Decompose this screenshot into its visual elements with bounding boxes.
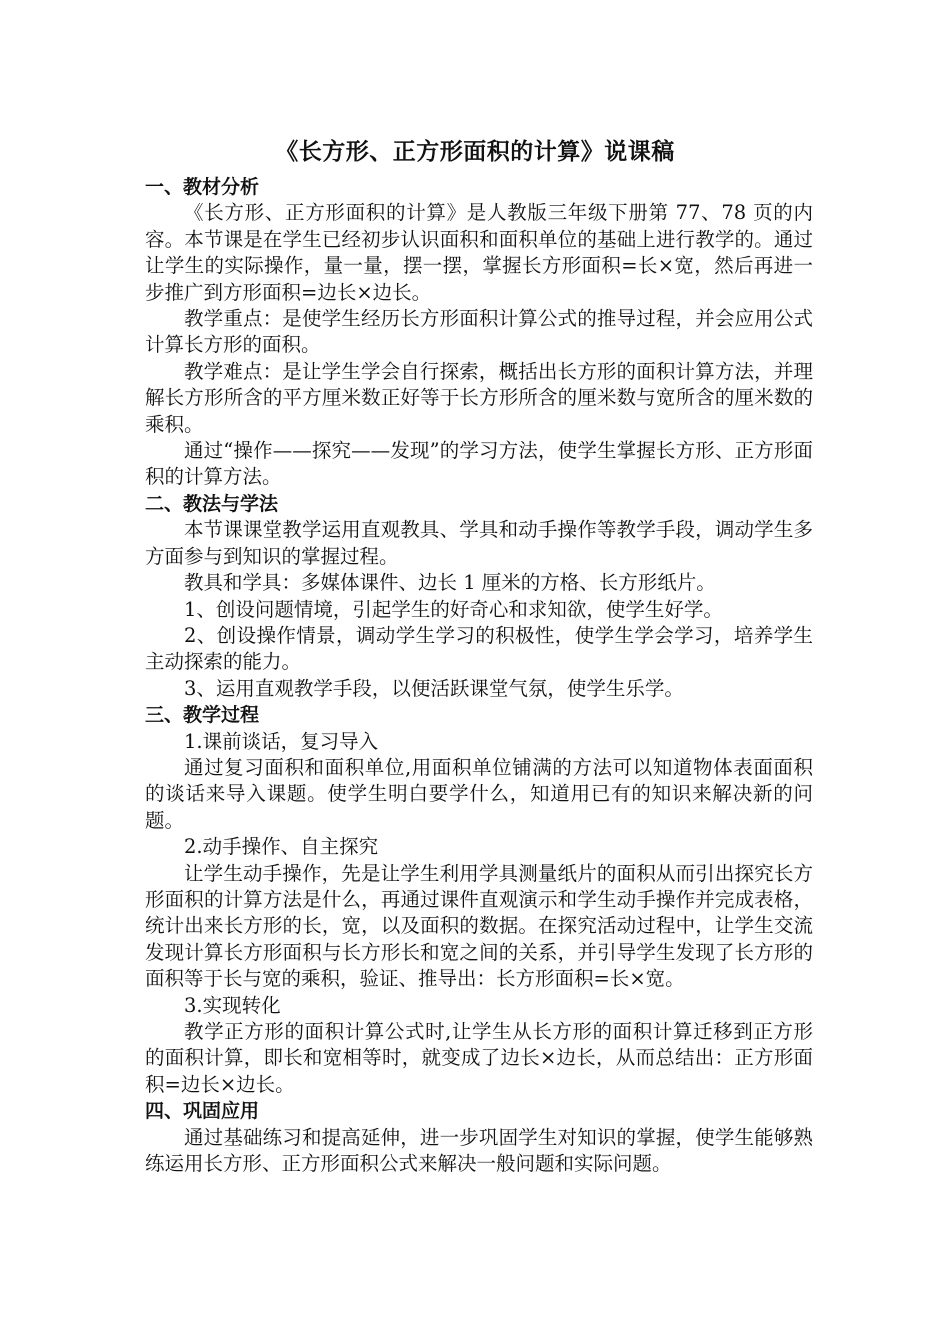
paragraph: 本节课课堂教学运用直观教具、学具和动手操作等教学手段，调动学生多方面参与到知识的掌握过程。 <box>145 518 813 568</box>
paragraph: 《长方形、正方形面积的计算》是人教版三年级下册第 77、78 页的内容。本节课是在学生已经初步认识面积和面积单位的基础上进行教学的。通过让学生的实际操作，量一量，摆一摆，掌握长方形面积=长×宽，然后再进一步推广到方形面积=边长×边长。 <box>145 201 813 304</box>
subheading: 2.动手操作、自主探究 <box>184 835 379 859</box>
paragraph: 通过复习面积和面积单位,用面积单位铺满的方法可以知道物体表面面积的谈话来导入课题。使学生明白要学什么，知道用已有的知识来解决新的问题。 <box>145 755 813 832</box>
document-body <box>145 174 813 1177</box>
section-teaching-methods <box>145 491 813 702</box>
paragraph: 通过“操作——探究——发现”的学习方法，使学生掌握长方形、正方形面积的计算方法。 <box>145 439 813 489</box>
paragraph: 1、创设问题情境，引起学生的好奇心和求知欲，使学生好学。 <box>184 597 723 621</box>
paragraph: 教学正方形的面积计算公式时,让学生从长方形的面积计算迁移到正方形的面积计算，即长和宽相等时，就变成了边长×边长，从而总结出：正方形面积=边长×边长。 <box>145 1020 813 1096</box>
paragraph: 2、创设操作情景，调动学生学习的积极性，使学生学会学习，培养学生主动探索的能力。 <box>145 623 813 674</box>
paragraph: 通过基础练习和提高延伸，进一步巩固学生对知识的掌握，使学生能够熟练运用长方形、正方形面积公式来解决一般问题和实际问题。 <box>145 1125 813 1176</box>
paragraph: 教学难点：是让学生学会自行探索，概括出长方形的面积计算方法，并理解长方形所含的平方厘米数正好等于长方形所含的厘米数与宽所含的厘米数的乘积。 <box>145 359 813 436</box>
section-consolidation <box>145 1098 813 1177</box>
section-textbook-analysis <box>145 174 813 491</box>
paragraph: 教学重点：是使学生经历长方形面积计算公式的推导过程，并会应用公式计算长方形的面积。 <box>145 307 813 357</box>
document-title: 《长方形、正方形面积的计算》说课稿 <box>275 139 675 165</box>
subheading: 3.实现转化 <box>184 993 281 1017</box>
section-teaching-process <box>145 702 813 1098</box>
paragraph: 教具和学具：多媒体课件、边长 1 厘米的方格、长方形纸片。 <box>184 571 716 595</box>
paragraph: 3、运用直观教学手段，以便活跃课堂气氛，使学生乐学。 <box>184 676 684 700</box>
section-heading: 四、巩固应用 <box>145 1100 260 1123</box>
section-heading: 一、教材分析 <box>145 176 260 198</box>
subheading: 1.课前谈话，复习导入 <box>184 729 379 753</box>
section-heading: 三、教学过程 <box>145 704 260 727</box>
section-heading: 二、教法与学法 <box>145 492 279 515</box>
paragraph: 让学生动手操作，先是让学生利用学具测量纸片的面积从而引出探究长方形面积的计算方法是什么，再通过课件直观演示和学生动手操作并完成表格，统计出来长方形的长，宽，以及面积的数据。在探究活动过程中，让学生交流发现计算长方形面积与长方形长和宽之间的关系，并引导学生发现了长方形的面积等于长与宽的乘积，验证、推导出：长方形面积=长×宽。 <box>145 861 813 991</box>
